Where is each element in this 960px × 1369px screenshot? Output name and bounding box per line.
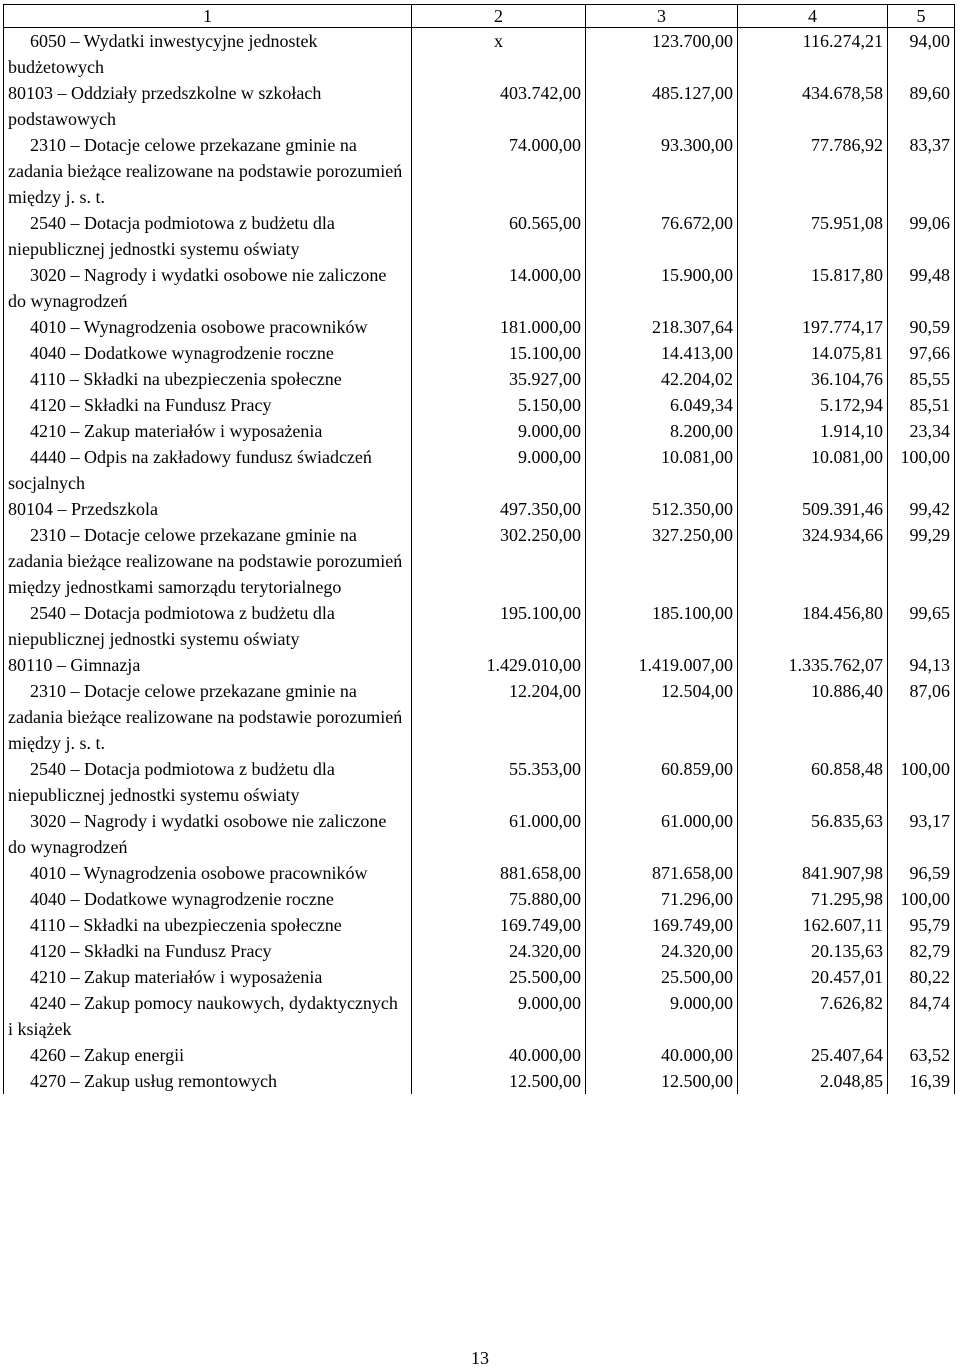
execution-value: 25.407,64: [738, 1042, 888, 1068]
header-col-5: 5: [888, 5, 955, 28]
execution-percent: 23,34: [888, 418, 955, 444]
plan-value: 1.429.010,00: [412, 652, 586, 678]
execution-value: 20.457,01: [738, 964, 888, 990]
row-description-text: 2540 – Dotacja podmiotowa z budżetu dla niepublicznej jednostki systemu oświaty: [8, 759, 335, 805]
plan-after-changes-value: 40.000,00: [586, 1042, 738, 1068]
row-description-text: 4210 – Zakup materiałów i wyposażenia: [30, 967, 323, 987]
table-row: [4, 418, 955, 444]
row-description-text: 4210 – Zakup materiałów i wyposażenia: [30, 421, 323, 441]
table-row: [4, 1068, 955, 1094]
execution-value: 1.914,10: [738, 418, 888, 444]
execution-percent: 63,52: [888, 1042, 955, 1068]
plan-value: 497.350,00: [412, 496, 586, 522]
execution-value: 36.104,76: [738, 366, 888, 392]
row-description-text: 4440 – Odpis na zakładowy fundusz świadczeń socjalnych: [8, 447, 372, 493]
execution-value: 5.172,94: [738, 392, 888, 418]
row-description-text: 2310 – Dotacje celowe przekazane gminie na zadania bieżące realizowane na podstawie porozumień między jednostkami samorządu terytorialnego: [8, 525, 403, 597]
table-row: [4, 990, 955, 1042]
execution-percent: 84,74: [888, 990, 955, 1042]
plan-after-changes-value: 8.200,00: [586, 418, 738, 444]
plan-after-changes-value: 25.500,00: [586, 964, 738, 990]
plan-after-changes-value: 93.300,00: [586, 132, 738, 210]
execution-percent: 94,00: [888, 28, 955, 81]
execution-percent: 100,00: [888, 886, 955, 912]
row-description: [4, 132, 412, 210]
row-description-text: 2540 – Dotacja podmiotowa z budżetu dla niepublicznej jednostki systemu oświaty: [8, 213, 335, 259]
execution-percent: 90,59: [888, 314, 955, 340]
plan-after-changes-value: 14.413,00: [586, 340, 738, 366]
plan-after-changes-value: 71.296,00: [586, 886, 738, 912]
row-description: [4, 860, 412, 886]
row-description: [4, 340, 412, 366]
execution-value: 197.774,17: [738, 314, 888, 340]
row-description-text: 4010 – Wynagrodzenia osobowe pracowników: [30, 317, 368, 337]
table-row: [4, 1042, 955, 1068]
table-row: [4, 262, 955, 314]
plan-value: 24.320,00: [412, 938, 586, 964]
execution-percent: 100,00: [888, 756, 955, 808]
header-col-3: 3: [586, 5, 738, 28]
plan-value: 5.150,00: [412, 392, 586, 418]
plan-value: 74.000,00: [412, 132, 586, 210]
row-description-text: 80110 – Gimnazja: [8, 655, 141, 675]
row-description: [4, 496, 412, 522]
plan-after-changes-value: 9.000,00: [586, 990, 738, 1042]
execution-value: 71.295,98: [738, 886, 888, 912]
plan-value: 35.927,00: [412, 366, 586, 392]
execution-percent: 83,37: [888, 132, 955, 210]
row-description: [4, 1068, 412, 1094]
execution-percent: 87,06: [888, 678, 955, 756]
execution-value: 10.081,00: [738, 444, 888, 496]
plan-value: 169.749,00: [412, 912, 586, 938]
execution-percent: 89,60: [888, 80, 955, 132]
execution-value: 1.335.762,07: [738, 652, 888, 678]
plan-after-changes-value: 60.859,00: [586, 756, 738, 808]
plan-after-changes-value: 327.250,00: [586, 522, 738, 600]
table-row: [4, 912, 955, 938]
row-description: [4, 418, 412, 444]
table-row: [4, 444, 955, 496]
plan-after-changes-value: 12.500,00: [586, 1068, 738, 1094]
row-description: [4, 808, 412, 860]
plan-value: 9.000,00: [412, 444, 586, 496]
plan-after-changes-value: 512.350,00: [586, 496, 738, 522]
header-row: [4, 5, 955, 28]
plan-value: 195.100,00: [412, 600, 586, 652]
execution-value: 162.607,11: [738, 912, 888, 938]
execution-percent: 99,48: [888, 262, 955, 314]
table-row: [4, 392, 955, 418]
table-row: [4, 28, 955, 81]
row-description-text: 4270 – Zakup usług remontowych: [30, 1071, 277, 1091]
plan-value: 302.250,00: [412, 522, 586, 600]
row-description-text: 4110 – Składki na ubezpieczenia społeczne: [30, 915, 342, 935]
plan-value: 40.000,00: [412, 1042, 586, 1068]
execution-value: 20.135,63: [738, 938, 888, 964]
row-description: [4, 912, 412, 938]
row-description: [4, 678, 412, 756]
row-description: [4, 886, 412, 912]
row-description: [4, 314, 412, 340]
row-description-text: 2310 – Dotacje celowe przekazane gminie na zadania bieżące realizowane na podstawie porozumień między j. s. t.: [8, 135, 403, 207]
execution-percent: 97,66: [888, 340, 955, 366]
row-description: [4, 990, 412, 1042]
table-row: [4, 522, 955, 600]
table-row: [4, 600, 955, 652]
plan-value: 60.565,00: [412, 210, 586, 262]
row-description: [4, 392, 412, 418]
execution-value: 116.274,21: [738, 28, 888, 81]
row-description-text: 4120 – Składki na Fundusz Pracy: [30, 941, 272, 961]
row-description-text: 4010 – Wynagrodzenia osobowe pracowników: [30, 863, 368, 883]
plan-after-changes-value: 15.900,00: [586, 262, 738, 314]
row-description-text: 3020 – Nagrody i wydatki osobowe nie zaliczone do wynagrodzeń: [8, 811, 387, 857]
table-row: [4, 938, 955, 964]
execution-percent: 99,06: [888, 210, 955, 262]
plan-after-changes-value: 12.504,00: [586, 678, 738, 756]
execution-value: 324.934,66: [738, 522, 888, 600]
execution-value: 509.391,46: [738, 496, 888, 522]
plan-after-changes-value: 169.749,00: [586, 912, 738, 938]
row-description-text: 2540 – Dotacja podmiotowa z budżetu dla niepublicznej jednostki systemu oświaty: [8, 603, 335, 649]
row-description-text: 4120 – Składki na Fundusz Pracy: [30, 395, 272, 415]
execution-value: 60.858,48: [738, 756, 888, 808]
row-description: [4, 28, 412, 81]
row-description: [4, 1042, 412, 1068]
plan-value: 75.880,00: [412, 886, 586, 912]
table-row: [4, 314, 955, 340]
table-row: [4, 678, 955, 756]
row-description-text: 4040 – Dodatkowe wynagrodzenie roczne: [30, 889, 334, 909]
row-description-text: 80103 – Oddziały przedszkolne w szkołach podstawowych: [8, 83, 322, 129]
plan-value: 881.658,00: [412, 860, 586, 886]
budget-table: [3, 4, 955, 1094]
table-row: [4, 964, 955, 990]
plan-value: 14.000,00: [412, 262, 586, 314]
execution-value: 10.886,40: [738, 678, 888, 756]
table-row: [4, 860, 955, 886]
execution-percent: 100,00: [888, 444, 955, 496]
table-row: [4, 652, 955, 678]
table-row: [4, 132, 955, 210]
execution-value: 14.075,81: [738, 340, 888, 366]
execution-value: 77.786,92: [738, 132, 888, 210]
plan-value: 12.204,00: [412, 678, 586, 756]
plan-after-changes-value: 123.700,00: [586, 28, 738, 81]
execution-percent: 93,17: [888, 808, 955, 860]
execution-value: 2.048,85: [738, 1068, 888, 1094]
row-description: [4, 938, 412, 964]
plan-after-changes-value: 24.320,00: [586, 938, 738, 964]
execution-percent: 16,39: [888, 1068, 955, 1094]
plan-after-changes-value: 218.307,64: [586, 314, 738, 340]
plan-value: 61.000,00: [412, 808, 586, 860]
plan-value: 403.742,00: [412, 80, 586, 132]
plan-after-changes-value: 485.127,00: [586, 80, 738, 132]
plan-value: 15.100,00: [412, 340, 586, 366]
execution-percent: 85,51: [888, 392, 955, 418]
row-description-text: 4240 – Zakup pomocy naukowych, dydaktycznych i książek: [8, 993, 398, 1039]
table-body: [4, 28, 955, 1095]
page-number: 13: [471, 1348, 489, 1368]
plan-after-changes-value: 76.672,00: [586, 210, 738, 262]
table-row: [4, 496, 955, 522]
plan-after-changes-value: 871.658,00: [586, 860, 738, 886]
row-description: [4, 366, 412, 392]
table-row: [4, 366, 955, 392]
header-col-1: 1: [4, 5, 412, 28]
plan-value: 55.353,00: [412, 756, 586, 808]
row-description-text: 3020 – Nagrody i wydatki osobowe nie zaliczone do wynagrodzeń: [8, 265, 387, 311]
plan-value: x: [412, 28, 586, 81]
execution-percent: 99,42: [888, 496, 955, 522]
plan-after-changes-value: 61.000,00: [586, 808, 738, 860]
row-description: [4, 262, 412, 314]
plan-after-changes-value: 1.419.007,00: [586, 652, 738, 678]
row-description-text: 2310 – Dotacje celowe przekazane gminie na zadania bieżące realizowane na podstawie porozumień między j. s. t.: [8, 681, 403, 753]
plan-value: 12.500,00: [412, 1068, 586, 1094]
plan-after-changes-value: 10.081,00: [586, 444, 738, 496]
row-description-text: 4110 – Składki na ubezpieczenia społeczne: [30, 369, 342, 389]
execution-value: 15.817,80: [738, 262, 888, 314]
table-row: [4, 886, 955, 912]
row-description-text: 4260 – Zakup energii: [30, 1045, 185, 1065]
header-col-4: 4: [738, 5, 888, 28]
row-description-text: 6050 – Wydatki inwestycyjne jednostek budżetowych: [8, 31, 318, 77]
execution-value: 434.678,58: [738, 80, 888, 132]
execution-percent: 85,55: [888, 366, 955, 392]
plan-value: 181.000,00: [412, 314, 586, 340]
plan-value: 25.500,00: [412, 964, 586, 990]
row-description: [4, 80, 412, 132]
execution-percent: 82,79: [888, 938, 955, 964]
execution-percent: 80,22: [888, 964, 955, 990]
execution-value: 56.835,63: [738, 808, 888, 860]
execution-value: 841.907,98: [738, 860, 888, 886]
row-description: [4, 964, 412, 990]
execution-percent: 96,59: [888, 860, 955, 886]
plan-value: 9.000,00: [412, 990, 586, 1042]
plan-value: 9.000,00: [412, 418, 586, 444]
plan-after-changes-value: 6.049,34: [586, 392, 738, 418]
table-row: [4, 80, 955, 132]
execution-value: 184.456,80: [738, 600, 888, 652]
row-description-text: 4040 – Dodatkowe wynagrodzenie roczne: [30, 343, 334, 363]
plan-after-changes-value: 185.100,00: [586, 600, 738, 652]
execution-percent: 94,13: [888, 652, 955, 678]
row-description: [4, 652, 412, 678]
row-description: [4, 600, 412, 652]
table-row: [4, 340, 955, 366]
execution-percent: 99,65: [888, 600, 955, 652]
plan-after-changes-value: 42.204,02: [586, 366, 738, 392]
row-description: [4, 210, 412, 262]
table-row: [4, 756, 955, 808]
execution-percent: 99,29: [888, 522, 955, 600]
execution-percent: 95,79: [888, 912, 955, 938]
row-description-text: 80104 – Przedszkola: [8, 499, 158, 519]
row-description: [4, 756, 412, 808]
table-row: [4, 808, 955, 860]
row-description: [4, 444, 412, 496]
row-description: [4, 522, 412, 600]
execution-value: 7.626,82: [738, 990, 888, 1042]
header-col-2: 2: [412, 5, 586, 28]
execution-value: 75.951,08: [738, 210, 888, 262]
table-row: [4, 210, 955, 262]
